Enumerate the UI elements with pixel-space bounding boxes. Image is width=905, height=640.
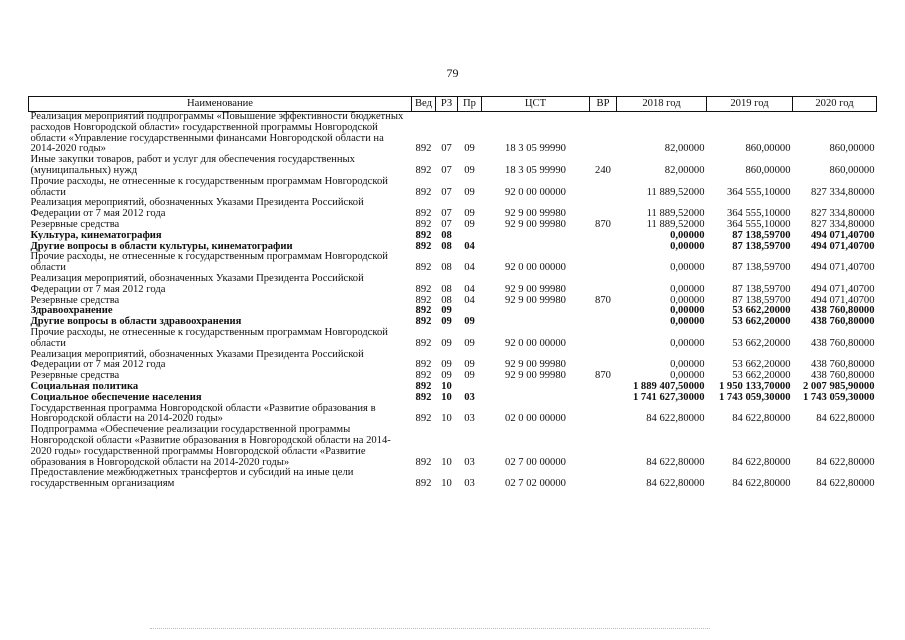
cell-vr	[590, 468, 617, 490]
cell-ved: 892	[415, 229, 432, 241]
cell-rz: 07	[441, 143, 452, 155]
cell-y2018: 0,00000	[670, 337, 705, 349]
cell-rz: 09	[441, 370, 452, 382]
cell-y2018: 0,00000	[670, 229, 705, 241]
cell-pr: 09	[464, 186, 475, 198]
cell-vr	[590, 425, 617, 468]
cell-y2018: 0,00000	[670, 262, 705, 274]
cell-ved: 892	[415, 413, 432, 425]
cell-vr	[590, 393, 617, 404]
cell-ved: 892	[415, 380, 432, 392]
table-row	[29, 468, 877, 490]
cell-name: Подпрограмма «Обеспечение реализации государственной программы Новгородской области «Развитие образования в Новгородской области на 2014-2020 годы» государственной программы Новгородской области «Развитие образования в Новгородской области на 2014-2020 годы»	[30, 424, 391, 468]
cell-ved: 892	[415, 143, 432, 155]
cell-name: Прочие расходы, не отнесенные к государственным программам Новгородской области	[30, 326, 388, 349]
cell-name: Реализация мероприятий, обозначенных Указами Президента Российской Федерации от 7 мая 2012 года	[30, 348, 364, 371]
cell-vr	[590, 274, 617, 296]
cell-cst: 02 7 02 00000	[505, 478, 566, 490]
cell-vr	[590, 317, 617, 328]
table-row	[29, 112, 877, 156]
cell-rz: 10	[441, 478, 452, 490]
cell-y2020: 494 071,40700	[810, 283, 875, 295]
scan-artifact	[150, 628, 710, 631]
cell-vr	[590, 112, 617, 156]
cell-y2019: 87 138,59700	[732, 229, 791, 241]
table-row	[29, 425, 877, 468]
cell-rz: 08	[441, 240, 452, 252]
cell-y2018: 82,00000	[664, 143, 705, 155]
cell-name: Резервные средства	[30, 218, 120, 230]
cell-pr: 04	[464, 262, 475, 274]
cell-y2020: 860,00000	[829, 143, 875, 155]
table-row	[29, 393, 877, 404]
cell-ved: 892	[415, 283, 432, 295]
cell-y2019: 87 138,59700	[732, 283, 791, 295]
cell-rz: 10	[441, 380, 452, 392]
cell-cst	[482, 317, 590, 328]
header-rz: РЗ	[436, 97, 458, 112]
cell-cst: 92 9 00 99980	[505, 359, 566, 371]
cell-cst: 92 9 00 99980	[505, 218, 566, 230]
cell-y2020: 438 760,80000	[810, 337, 875, 349]
cell-y2020: 494 071,40700	[810, 229, 875, 241]
cell-rz: 07	[441, 208, 452, 220]
cell-name: Здравоохранение	[30, 305, 113, 317]
cell-cst: 18 3 05 99990	[505, 143, 566, 155]
cell-cst: 02 7 00 00000	[505, 456, 566, 468]
header-pr: Пр	[458, 97, 482, 112]
cell-rz: 10	[441, 391, 452, 403]
cell-vr	[590, 198, 617, 220]
cell-y2019: 53 662,20000	[732, 305, 791, 317]
cell-rz: 08	[441, 294, 452, 306]
table-row	[29, 198, 877, 220]
cell-pr: 09	[464, 164, 475, 176]
cell-pr: 09	[464, 143, 475, 155]
cell-name: Культура, кинематография	[30, 229, 162, 241]
budget-table	[28, 96, 877, 490]
cell-rz: 10	[441, 456, 452, 468]
cell-y2018: 0,00000	[670, 283, 705, 295]
cell-y2020: 827 334,80000	[810, 208, 875, 220]
cell-y2020: 494 071,40700	[810, 240, 875, 252]
cell-ved: 892	[415, 316, 432, 328]
cell-y2018: 84 622,80000	[646, 413, 705, 425]
cell-name: Прочие расходы, не отнесенные к государственным программам Новгородской области	[30, 175, 388, 198]
cell-vr	[590, 350, 617, 372]
cell-y2019: 84 622,80000	[732, 413, 791, 425]
cell-cst: 92 9 00 99980	[505, 370, 566, 382]
cell-cst	[482, 382, 590, 393]
cell-y2020: 84 622,80000	[816, 478, 875, 490]
cell-cst	[482, 242, 590, 253]
cell-y2018: 11 889,52000	[646, 218, 705, 230]
cell-pr: 04	[464, 294, 475, 306]
cell-cst: 92 0 00 00000	[505, 337, 566, 349]
cell-pr: 09	[464, 337, 475, 349]
cell-vr	[590, 177, 617, 199]
cell-rz: 10	[441, 413, 452, 425]
cell-y2018: 84 622,80000	[646, 478, 705, 490]
cell-pr: 03	[464, 413, 475, 425]
cell-name: Государственная программа Новгородской области «Развитие образования в Новгородской области на 2014-2020 годы»	[30, 402, 376, 425]
cell-vr	[590, 328, 617, 350]
cell-rz: 09	[441, 359, 452, 371]
cell-ved: 892	[415, 391, 432, 403]
cell-y2019: 860,00000	[745, 143, 791, 155]
cell-y2018: 11 889,52000	[646, 186, 705, 198]
cell-y2020: 827 334,80000	[810, 218, 875, 230]
cell-vr: 870	[595, 370, 611, 382]
cell-vr	[590, 404, 617, 426]
cell-cst: 18 3 05 99990	[505, 164, 566, 176]
cell-y2019: 364 555,10000	[726, 208, 791, 220]
cell-rz: 07	[441, 218, 452, 230]
cell-vr	[590, 231, 617, 242]
cell-y2019: 53 662,20000	[732, 337, 791, 349]
cell-y2018: 1 741 627,30000	[632, 391, 705, 403]
cell-pr: 09	[464, 208, 475, 220]
cell-y2019: 1 743 059,30000	[718, 391, 791, 403]
cell-pr: 03	[464, 456, 475, 468]
cell-y2019: 87 138,59700	[732, 240, 791, 252]
header-2018: 2018 год	[617, 97, 707, 112]
cell-y2018: 0,00000	[670, 240, 705, 252]
cell-ved: 892	[415, 262, 432, 274]
cell-y2019: 53 662,20000	[732, 370, 791, 382]
cell-ved: 892	[415, 164, 432, 176]
cell-cst: 92 9 00 99980	[505, 283, 566, 295]
cell-cst: 92 9 00 99980	[505, 208, 566, 220]
cell-y2020: 84 622,80000	[816, 413, 875, 425]
cell-y2019: 53 662,20000	[732, 359, 791, 371]
cell-ved: 892	[415, 478, 432, 490]
cell-pr: 03	[464, 391, 475, 403]
cell-ved: 892	[415, 370, 432, 382]
cell-pr: 09	[464, 218, 475, 230]
cell-name: Социальное обеспечение населения	[30, 391, 202, 403]
cell-y2018: 0,00000	[670, 316, 705, 328]
header-2019: 2019 год	[707, 97, 793, 112]
header-name: Наименование	[29, 97, 412, 112]
page-number: 79	[446, 66, 459, 80]
table-row	[29, 404, 877, 426]
cell-ved: 892	[415, 305, 432, 317]
cell-name: Иные закупки товаров, работ и услуг для обеспечения государственных (муниципальных) нужд	[30, 154, 355, 176]
cell-vr	[590, 252, 617, 274]
cell-cst	[482, 306, 590, 317]
cell-y2018: 82,00000	[664, 164, 705, 176]
cell-cst: 92 0 00 00000	[505, 186, 566, 198]
table-row	[29, 274, 877, 296]
cell-rz: 09	[441, 305, 452, 317]
cell-ved: 892	[415, 359, 432, 371]
table-row	[29, 155, 877, 177]
table-row	[29, 231, 877, 242]
cell-rz: 08	[441, 262, 452, 274]
cell-pr: 09	[464, 316, 475, 328]
header-2020: 2020 год	[793, 97, 877, 112]
cell-y2020: 860,00000	[829, 164, 875, 176]
cell-pr: 04	[464, 240, 475, 252]
cell-cst: 92 0 00 00000	[505, 262, 566, 274]
cell-y2020: 827 334,80000	[810, 186, 875, 198]
cell-ved: 892	[415, 294, 432, 306]
cell-y2020: 438 760,80000	[810, 370, 875, 382]
cell-y2018: 0,00000	[670, 305, 705, 317]
cell-ved: 892	[415, 456, 432, 468]
table-row	[29, 177, 877, 199]
header-cst: ЦСТ	[482, 97, 590, 112]
cell-vr: 870	[595, 218, 611, 230]
cell-pr	[458, 231, 482, 242]
table-row	[29, 252, 877, 274]
table-row	[29, 350, 877, 372]
cell-vr	[590, 306, 617, 317]
cell-y2020: 2 007 985,90000	[802, 380, 875, 392]
cell-name: Другие вопросы в области культуры, кинематографии	[30, 240, 293, 252]
cell-ved: 892	[415, 218, 432, 230]
cell-y2020: 438 760,80000	[810, 305, 875, 317]
cell-rz: 08	[441, 229, 452, 241]
cell-y2020: 494 071,40700	[810, 262, 875, 274]
cell-cst	[482, 393, 590, 404]
cell-y2019: 364 555,10000	[726, 186, 791, 198]
cell-y2019: 84 622,80000	[732, 478, 791, 490]
cell-y2020: 438 760,80000	[810, 316, 875, 328]
cell-name: Предоставление межбюджетных трансфертов и субсидий на иные цели государственным организациям	[30, 467, 354, 490]
header-row	[29, 97, 877, 112]
cell-y2019: 1 950 133,70000	[718, 380, 791, 392]
cell-cst: 02 0 00 00000	[505, 413, 566, 425]
table-row	[29, 328, 877, 350]
header-ved: Вед	[412, 97, 436, 112]
cell-rz: 07	[441, 186, 452, 198]
cell-y2019: 87 138,59700	[732, 262, 791, 274]
cell-name: Резервные средства	[30, 370, 120, 382]
cell-y2018: 84 622,80000	[646, 456, 705, 468]
cell-y2020: 494 071,40700	[810, 294, 875, 306]
cell-y2020: 438 760,80000	[810, 359, 875, 371]
cell-name: Другие вопросы в области здравоохранения	[30, 316, 242, 328]
cell-pr: 09	[464, 370, 475, 382]
cell-pr: 09	[464, 359, 475, 371]
cell-y2018: 0,00000	[670, 370, 705, 382]
table-body	[29, 112, 877, 490]
cell-y2019: 860,00000	[745, 164, 791, 176]
cell-y2020: 84 622,80000	[816, 456, 875, 468]
cell-rz: 08	[441, 283, 452, 295]
cell-y2019: 84 622,80000	[732, 456, 791, 468]
cell-pr: 03	[464, 478, 475, 490]
cell-vr	[590, 242, 617, 253]
cell-name: Реализация мероприятий подпрограммы «Повышение эффективности бюджетных расходов Новгородской области» государственной программы Новгородской области «Управление государственными финансами Новгородской области на 2014-2020 годы»	[30, 111, 404, 155]
cell-y2019: 87 138,59700	[732, 294, 791, 306]
header-vr: ВР	[590, 97, 617, 112]
cell-cst: 92 9 00 99980	[505, 294, 566, 306]
cell-name: Реализация мероприятий, обозначенных Указами Президента Российской Федерации от 7 мая 2012 года	[30, 272, 364, 295]
cell-ved: 892	[415, 208, 432, 220]
cell-ved: 892	[415, 337, 432, 349]
cell-y2018: 0,00000	[670, 294, 705, 306]
cell-name: Прочие расходы, не отнесенные к государственным программам Новгородской области	[30, 251, 388, 274]
cell-vr: 870	[595, 294, 611, 306]
cell-vr: 240	[595, 164, 611, 176]
cell-rz: 09	[441, 316, 452, 328]
cell-y2019: 53 662,20000	[732, 316, 791, 328]
cell-cst	[482, 231, 590, 242]
cell-y2020: 1 743 059,30000	[802, 391, 875, 403]
cell-vr	[590, 382, 617, 393]
cell-name: Социальная политика	[30, 380, 139, 392]
cell-pr: 04	[464, 283, 475, 295]
cell-y2018: 0,00000	[670, 359, 705, 371]
cell-y2018: 1 889 407,50000	[632, 380, 705, 392]
cell-name: Резервные средства	[30, 294, 120, 306]
cell-rz: 07	[441, 164, 452, 176]
cell-y2019: 364 555,10000	[726, 218, 791, 230]
cell-name: Реализация мероприятий, обозначенных Указами Президента Российской Федерации от 7 мая 2012 года	[30, 197, 364, 220]
cell-ved: 892	[415, 186, 432, 198]
cell-rz: 09	[441, 337, 452, 349]
cell-ved: 892	[415, 240, 432, 252]
cell-y2018: 11 889,52000	[646, 208, 705, 220]
